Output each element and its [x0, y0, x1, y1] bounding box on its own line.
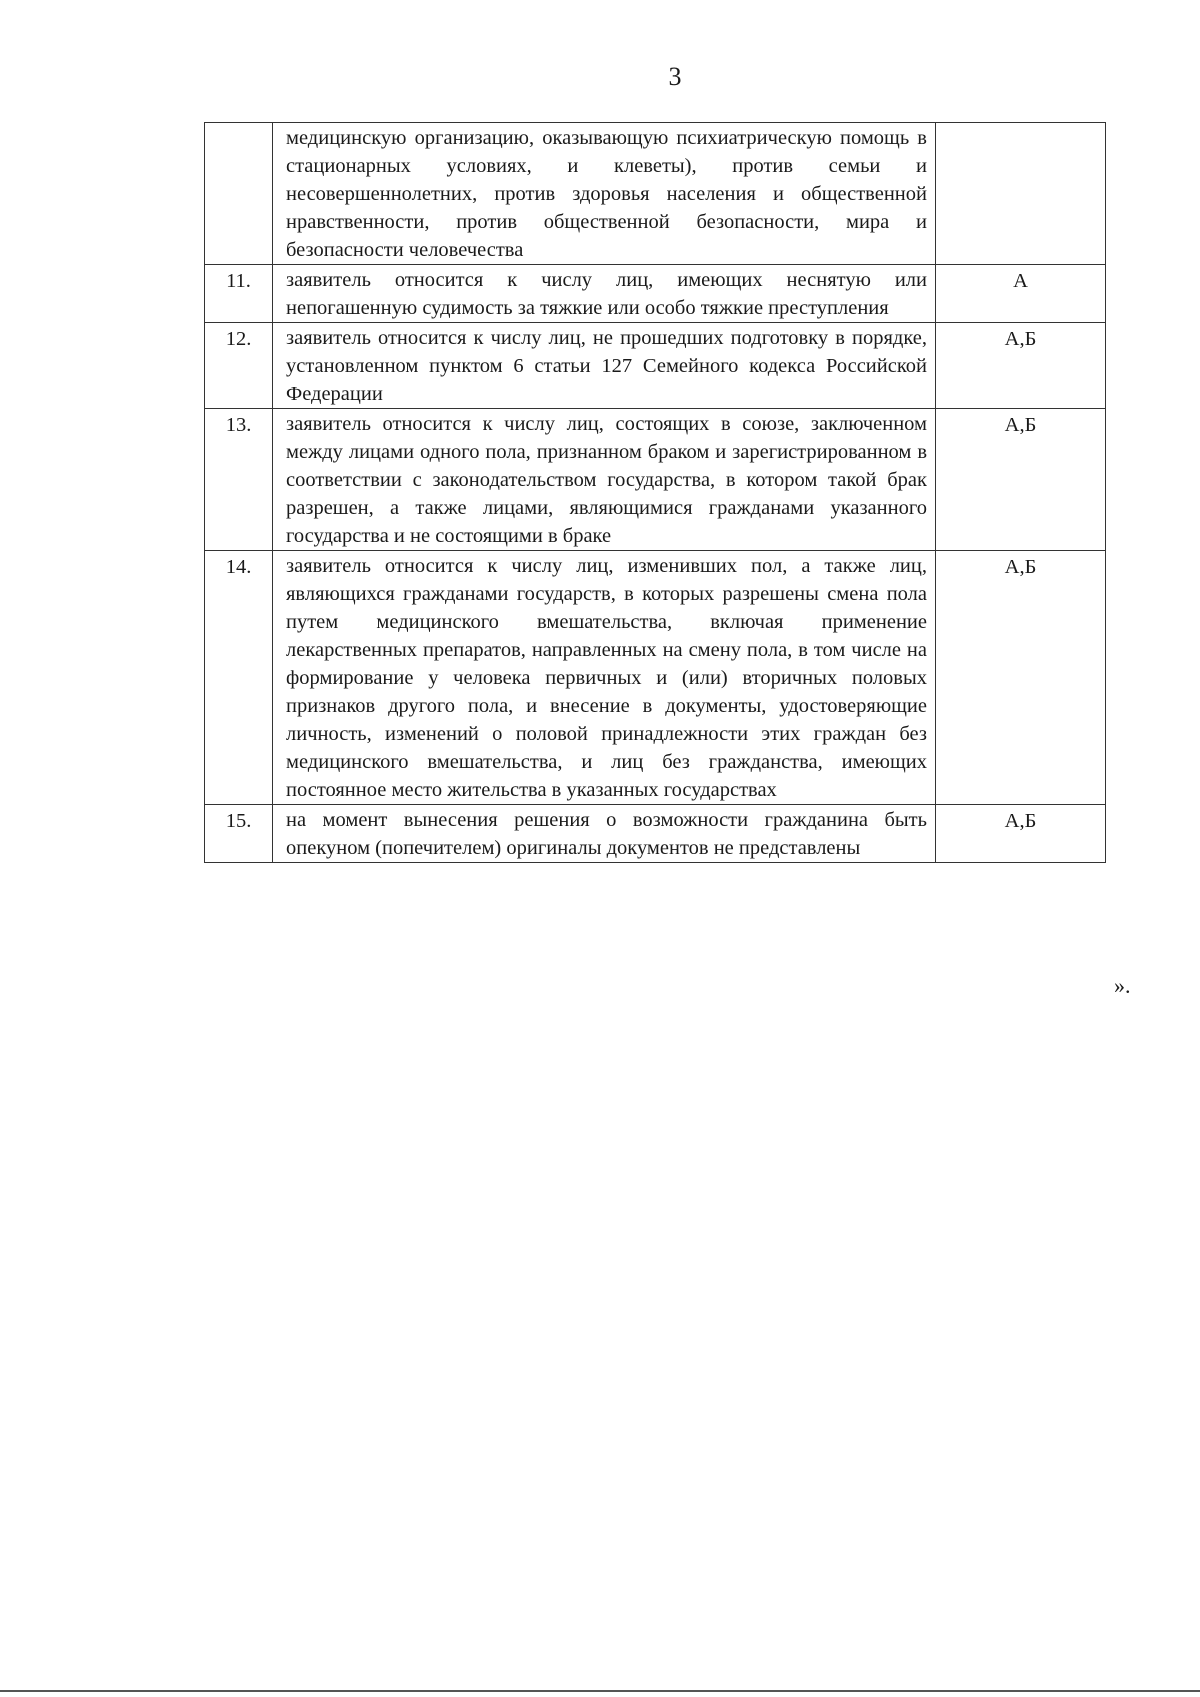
row-number: 14.: [205, 551, 273, 805]
row-text: заявитель относится к числу лиц, изменивших пол, а также лиц, являющихся гражданами государств, в которых разрешены смена пола путем медицинского вмешательства, включая применение лекарственных препаратов, направленных на смену пола, в том числе на формирование у человека первичных и (или) вторичных половых признаков другого пола, и внесение в документы, удостоверяющие личность, изменений о половой принадлежности этих граждан без медицинского вмешательства, и лиц без гражданства, имеющих постоянное место жительства в указанных государствах: [273, 551, 936, 805]
row-text: заявитель относится к числу лиц, состоящих в союзе, заключенном между лицами одного пола, признанном браком и зарегистрированном в соответствии с законодательством государства, в котором такой брак разрешен, а также лицами, являющимися гражданами указанного государства и не состоящими в браке: [273, 409, 936, 551]
bottom-scan-edge: [0, 1690, 1200, 1692]
row-number: 15.: [205, 805, 273, 863]
row-code: [936, 123, 1106, 265]
row-number: [205, 123, 273, 265]
row-text: медицинскую организацию, оказывающую психиатрическую помощь в стационарных условиях, и клеветы), против семьи и несовершеннолетних, против здоровья населения и общественной нравственности, против общественной безопасности, мира и безопасности человечества: [273, 123, 936, 265]
row-text: заявитель относится к числу лиц, имеющих неснятую или непогашенную судимость за тяжкие или особо тяжкие преступления: [273, 265, 936, 323]
page-number: 3: [668, 62, 682, 91]
table-row: [205, 409, 1106, 551]
row-code: А,Б: [936, 805, 1106, 863]
row-number: 12.: [205, 323, 273, 409]
table-row: [205, 123, 1106, 265]
table-row: [205, 551, 1106, 805]
row-number: 13.: [205, 409, 273, 551]
row-code: А,Б: [936, 409, 1106, 551]
row-number: 11.: [205, 265, 273, 323]
closing-quote: ».: [1114, 973, 1131, 998]
row-text: заявитель относится к числу лиц, не прошедших подготовку в порядке, установленном пунктом 6 статьи 127 Семейного кодекса Российской Федерации: [273, 323, 936, 409]
row-code: А,Б: [936, 323, 1106, 409]
row-code: А,Б: [936, 551, 1106, 805]
row-text: на момент вынесения решения о возможности гражданина быть опекуном (попечителем) оригиналы документов не представлены: [273, 805, 936, 863]
table-row: [205, 323, 1106, 409]
requirements-table: [204, 122, 1106, 863]
row-code: А: [936, 265, 1106, 323]
table-row: [205, 805, 1106, 863]
table-row: [205, 265, 1106, 323]
